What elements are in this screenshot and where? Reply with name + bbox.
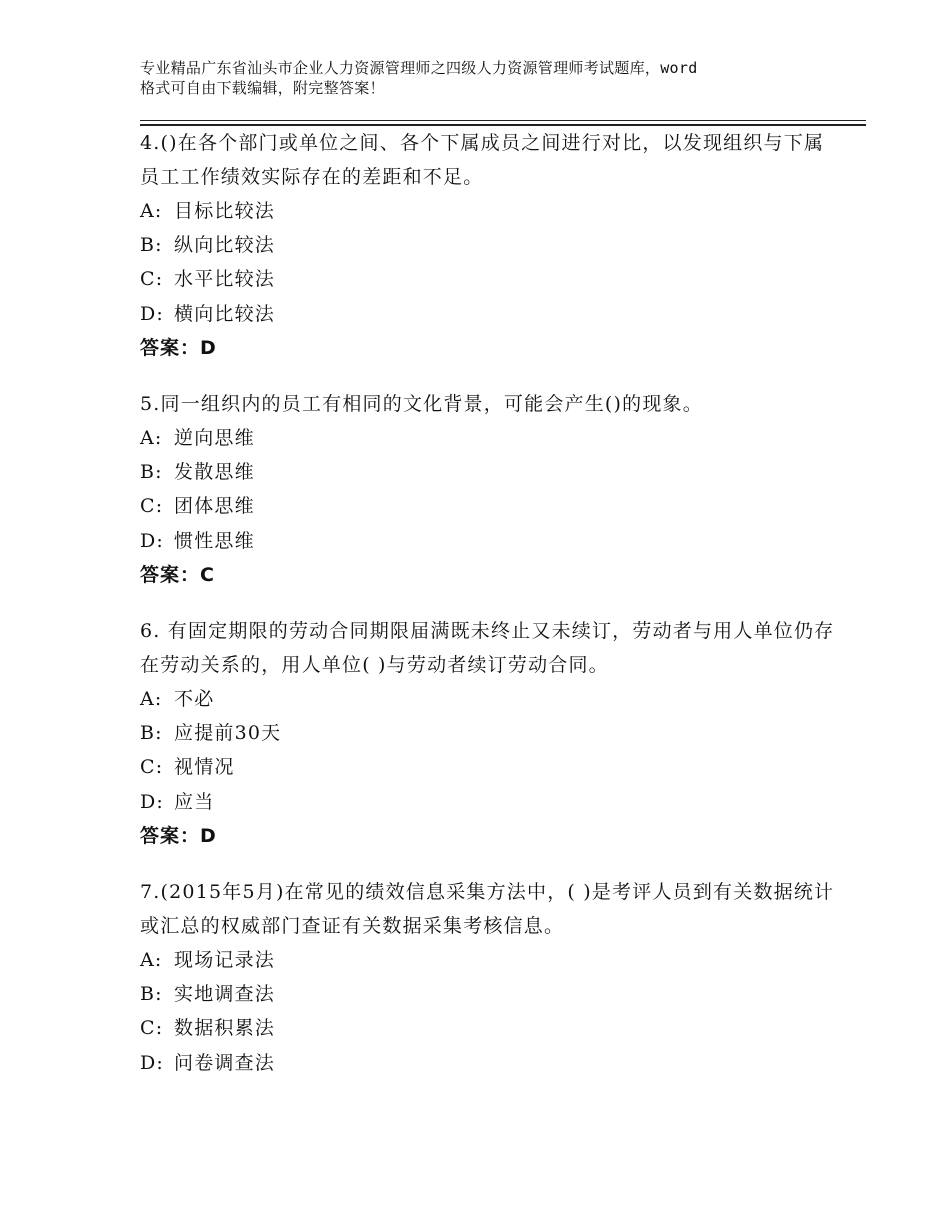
answer-label: 答案：D xyxy=(140,824,217,847)
option-text: 水平比较法 xyxy=(174,268,276,291)
option-key: C: xyxy=(140,1017,164,1040)
document-header xyxy=(140,58,840,98)
option-d xyxy=(140,1046,840,1080)
option-c xyxy=(140,750,840,784)
option-text: 团体思维 xyxy=(174,495,255,518)
option-text: 实地调查法 xyxy=(174,983,276,1006)
option-text: 横向比较法 xyxy=(174,302,276,325)
option-key: C: xyxy=(140,268,164,291)
option-text: 逆向思维 xyxy=(174,427,255,450)
option-a xyxy=(140,194,840,228)
option-a xyxy=(140,682,840,716)
option-key: B: xyxy=(140,234,163,257)
question-item xyxy=(140,126,840,365)
option-text: 数据积累法 xyxy=(174,1017,276,1040)
header-title-line-2: 格式可自由下载编辑，附完整答案！ xyxy=(140,79,385,97)
option-key: D: xyxy=(140,529,165,552)
option-b xyxy=(140,455,840,489)
option-b xyxy=(140,977,840,1011)
question-list xyxy=(140,126,840,1102)
answer-label: 答案：C xyxy=(140,563,215,586)
option-text: 纵向比较法 xyxy=(174,234,276,257)
answer-label: 答案：D xyxy=(140,336,217,359)
option-b xyxy=(140,716,840,750)
option-key: B: xyxy=(140,461,163,484)
option-c xyxy=(140,262,840,296)
option-key: D: xyxy=(140,1051,165,1074)
question-text: 4.()在各个部门或单位之间、各个下属成员之间进行对比，以发现组织与下属员工工作绩效实际存在的差距和不足。 xyxy=(140,132,825,188)
option-d xyxy=(140,297,840,331)
header-title-line-1: 专业精品广东省汕头市企业人力资源管理师之四级人力资源管理师考试题库，word xyxy=(140,59,698,77)
option-text: 不必 xyxy=(174,688,215,711)
option-key: C: xyxy=(140,756,164,779)
option-c xyxy=(140,1011,840,1045)
option-key: D: xyxy=(140,302,165,325)
option-text: 发散思维 xyxy=(174,461,255,484)
option-text: 视情况 xyxy=(174,756,235,779)
option-key: D: xyxy=(140,790,165,813)
option-a xyxy=(140,421,840,455)
option-key: C: xyxy=(140,495,164,518)
option-d xyxy=(140,785,840,819)
option-a xyxy=(140,943,840,977)
question-item xyxy=(140,614,840,853)
question-text: 7.(2015年5月)在常见的绩效信息采集方法中，( )是考评人员到有关数据统计或汇总的权威部门查证有关数据采集考核信息。 xyxy=(140,881,835,938)
question-text: 6. 有固定期限的劳动合同期限届满既未终止又未续订，劳动者与用人单位仍存在劳动关系的，用人单位( )与劳动者续订劳动合同。 xyxy=(140,620,835,677)
option-b xyxy=(140,228,840,262)
option-c xyxy=(140,489,840,523)
option-text: 惯性思维 xyxy=(174,529,255,552)
option-key: A: xyxy=(140,688,163,711)
option-key: A: xyxy=(140,200,163,222)
option-key: B: xyxy=(140,722,163,745)
option-key: A: xyxy=(140,949,163,972)
question-item xyxy=(140,875,840,1080)
question-text: 5.同一组织内的员工有相同的文化背景，可能会产生()的现象。 xyxy=(140,393,703,416)
option-text: 应提前30天 xyxy=(174,722,282,745)
option-text: 应当 xyxy=(174,790,215,813)
question-item xyxy=(140,387,840,592)
header-divider-thin xyxy=(140,120,866,121)
option-text: 目标比较法 xyxy=(174,200,276,222)
option-text: 问卷调查法 xyxy=(174,1051,276,1074)
option-key: A: xyxy=(140,427,163,450)
option-d xyxy=(140,524,840,558)
option-key: B: xyxy=(140,983,163,1006)
option-text: 现场记录法 xyxy=(174,949,276,972)
